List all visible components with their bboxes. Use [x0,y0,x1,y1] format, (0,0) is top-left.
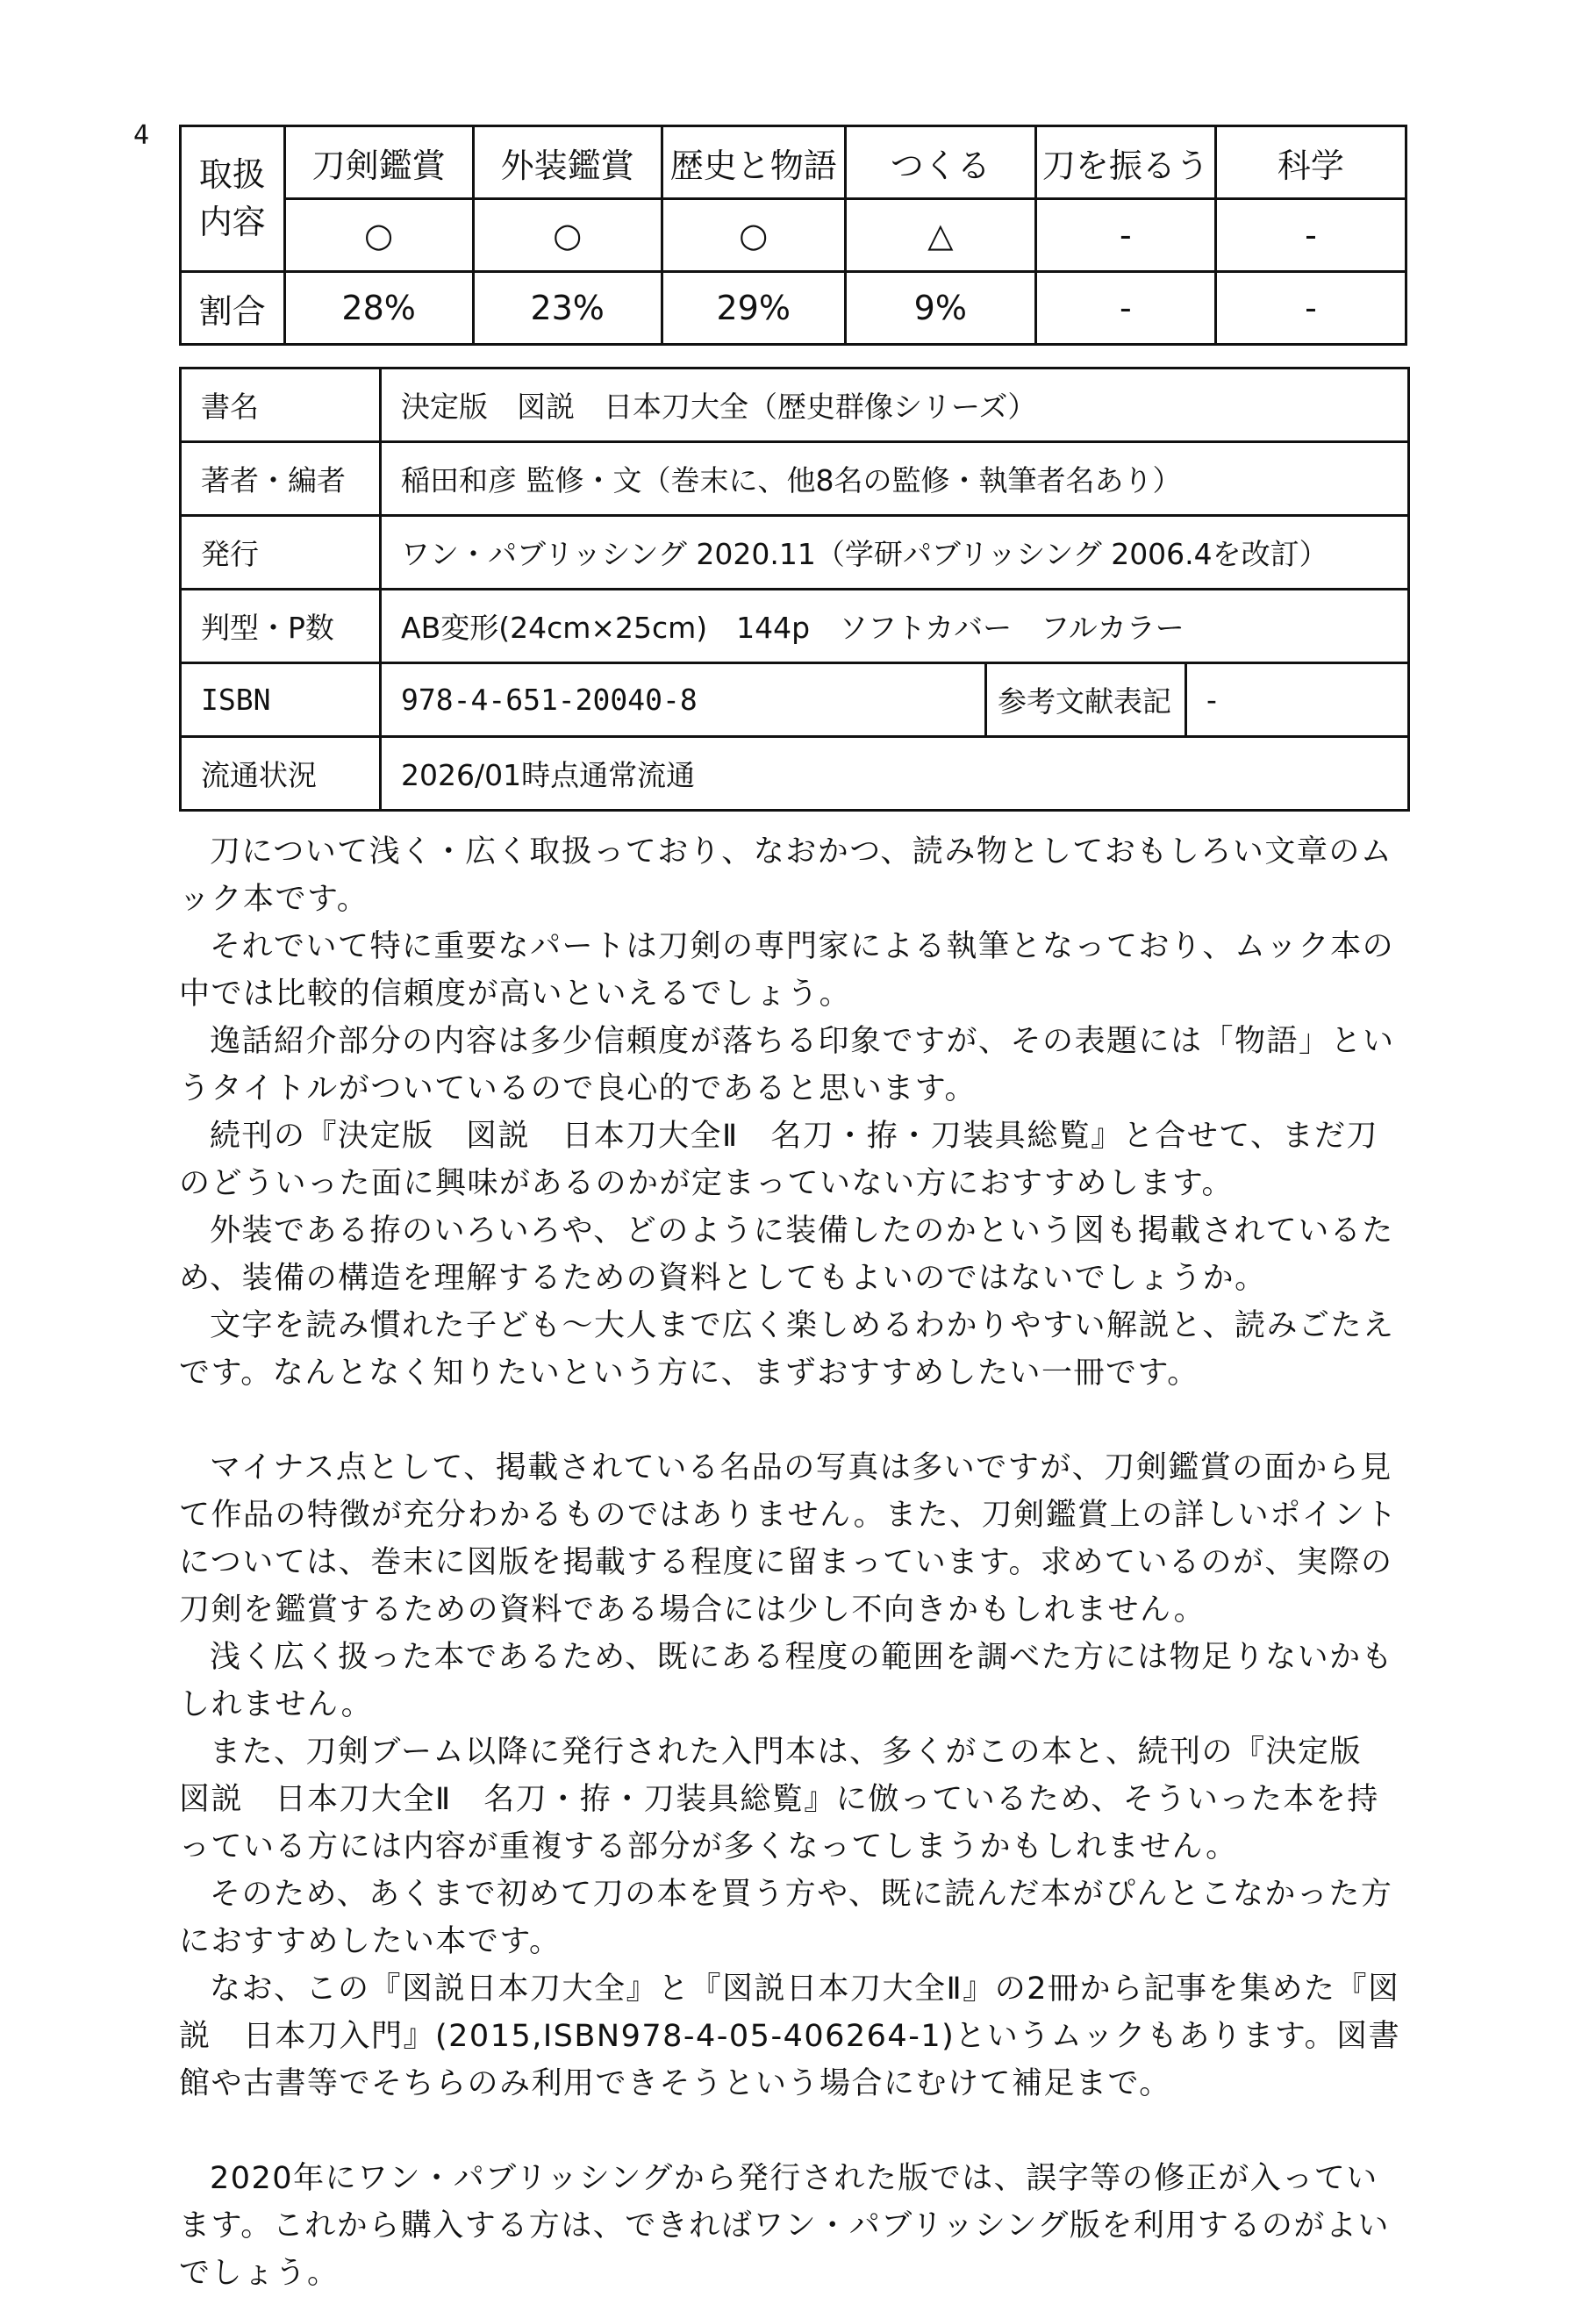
coverage-mark: ○ [284,199,473,272]
page-number: 4 [133,120,150,151]
reference-value: - [1186,663,1409,737]
book-info-table [179,367,1410,812]
author-value: 稲田和彦 監修・文（巻末に、他8名の監修・執筆者名あり） [381,442,1409,516]
paragraph: マイナス点として、掲載されている名品の写真は多いですが、刀剣鑑賞の面から見て作品の特徴が充分わかるものではありません。また、刀剣鑑賞上の詳しいポイントについては、巻末に図版を掲載する程度に留まっています。求めているのが、実際の刀剣を鑑賞するための資料である場合には少し不向きかもしれません。 [179,1450,1399,1628]
paragraph-gap [179,2107,1407,2155]
coverage-ratio-label: 割合 [181,272,285,345]
format-value: AB変形(24cm×25cm) 144p ソフトカバー フルカラー [381,590,1409,663]
paragraph: それでいて特に重要なパートは刀剣の専門家による執筆となっており、ムック本の中では比較的信頼度が高いといえるでしょう。 [179,929,1395,1012]
paragraph: 刀について浅く・広く取扱っており、なおかつ、読み物としておもしろい文章のムック本です。 [179,834,1393,917]
publisher-label: 発行 [181,516,381,590]
coverage-col-sword-appreciation: 刀剣鑑賞 [284,126,473,199]
coverage-col-mounting-appreciation: 外装鑑賞 [473,126,662,199]
coverage-ratio: 28% [284,272,473,345]
paragraph: 逸話紹介部分の内容は多少信頼度が落ちる印象ですが、その表題には「物語」というタイトルがついているので良心的であると思います。 [179,1024,1395,1106]
coverage-ratio: 23% [473,272,662,345]
distribution-value: 2026/01時点通常流通 [381,737,1409,811]
coverage-ratio: - [1215,272,1406,345]
coverage-mark: ○ [662,199,845,272]
title-value: 決定版 図説 日本刀大全（歴史群像シリーズ） [381,369,1409,442]
coverage-col-history-story: 歴史と物語 [662,126,845,199]
paragraph: 2020年にワン・パブリッシングから発行された版では、誤字等の修正が入っています。これから購入する方は、できればワン・パブリッシング版を利用するのがよいでしょう。 [179,2161,1390,2291]
paragraph: 浅く広く扱った本であるため、既にある程度の範囲を調べた方には物足りないかもしれません。 [179,1640,1394,1722]
paragraph: また、刀剣ブーム以降に発行された入門本は、多くがこの本と、続刊の『決定版 図説 日本刀大全Ⅱ 名刀・拵・刀装具総覧』に倣っているため、そういった本を持っている方には内容が重複する部分が多くなってしまうかもしれません。 [179,1735,1394,1864]
coverage-col-swinging: 刀を振るう [1035,126,1215,199]
coverage-row-label-text: 取扱 内容 [198,155,266,241]
coverage-ratio: - [1035,272,1215,345]
coverage-mark: △ [845,199,1035,272]
coverage-mark: - [1035,199,1215,272]
coverage-col-science: 科学 [1215,126,1406,199]
coverage-ratio: 29% [662,272,845,345]
coverage-ratio: 9% [845,272,1035,345]
isbn-value: 978-4-651-20040-8 [381,663,986,737]
publisher-value: ワン・パブリッシング 2020.11（学研パブリッシング 2006.4を改訂） [381,516,1409,590]
author-label: 著者・編者 [181,442,381,516]
paragraph: なお、この『図説日本刀大全』と『図説日本刀大全Ⅱ』の2冊から記事を集めた『図説 日本刀入門』(2015,ISBN978-4-05-406264-1)というムックもあります。図書館や古書等でそちらのみ利用できそうという場合にむけて補足まで。 [179,1971,1401,2101]
title-label: 書名 [181,369,381,442]
paragraph-gap [179,1397,1407,1444]
format-label: 判型・P数 [181,590,381,663]
coverage-row-label [181,126,285,272]
coverage-col-making: つくる [845,126,1035,199]
isbn-label: ISBN [181,663,381,737]
reference-label: 参考文献表記 [986,663,1186,737]
coverage-mark: - [1215,199,1406,272]
paragraph: 外装である拵のいろいろや、どのように装備したのかという図も掲載されているため、装備の構造を理解するための資料としてもよいのではないでしょうか。 [179,1213,1394,1296]
distribution-label: 流通状況 [181,737,381,811]
coverage-mark: ○ [473,199,662,272]
coverage-table [179,125,1407,346]
paragraph: そのため、あくまで初めて刀の本を買う方や、既に読んだ本がぴんとこなかった方におすすめしたい本です。 [179,1877,1393,1959]
review-body [179,828,1407,2297]
paragraph: 文字を読み慣れた子ども～大人まで広く楽しめるわかりやすい解説と、読みごたえです。なんとなく知りたいという方に、まずおすすめしたい一冊です。 [179,1308,1395,1391]
paragraph: 続刊の『決定版 図説 日本刀大全Ⅱ 名刀・拵・刀装具総覧』と合せて、まだ刀のどういった面に興味があるのかが定まっていない方におすすめします。 [179,1119,1379,1201]
